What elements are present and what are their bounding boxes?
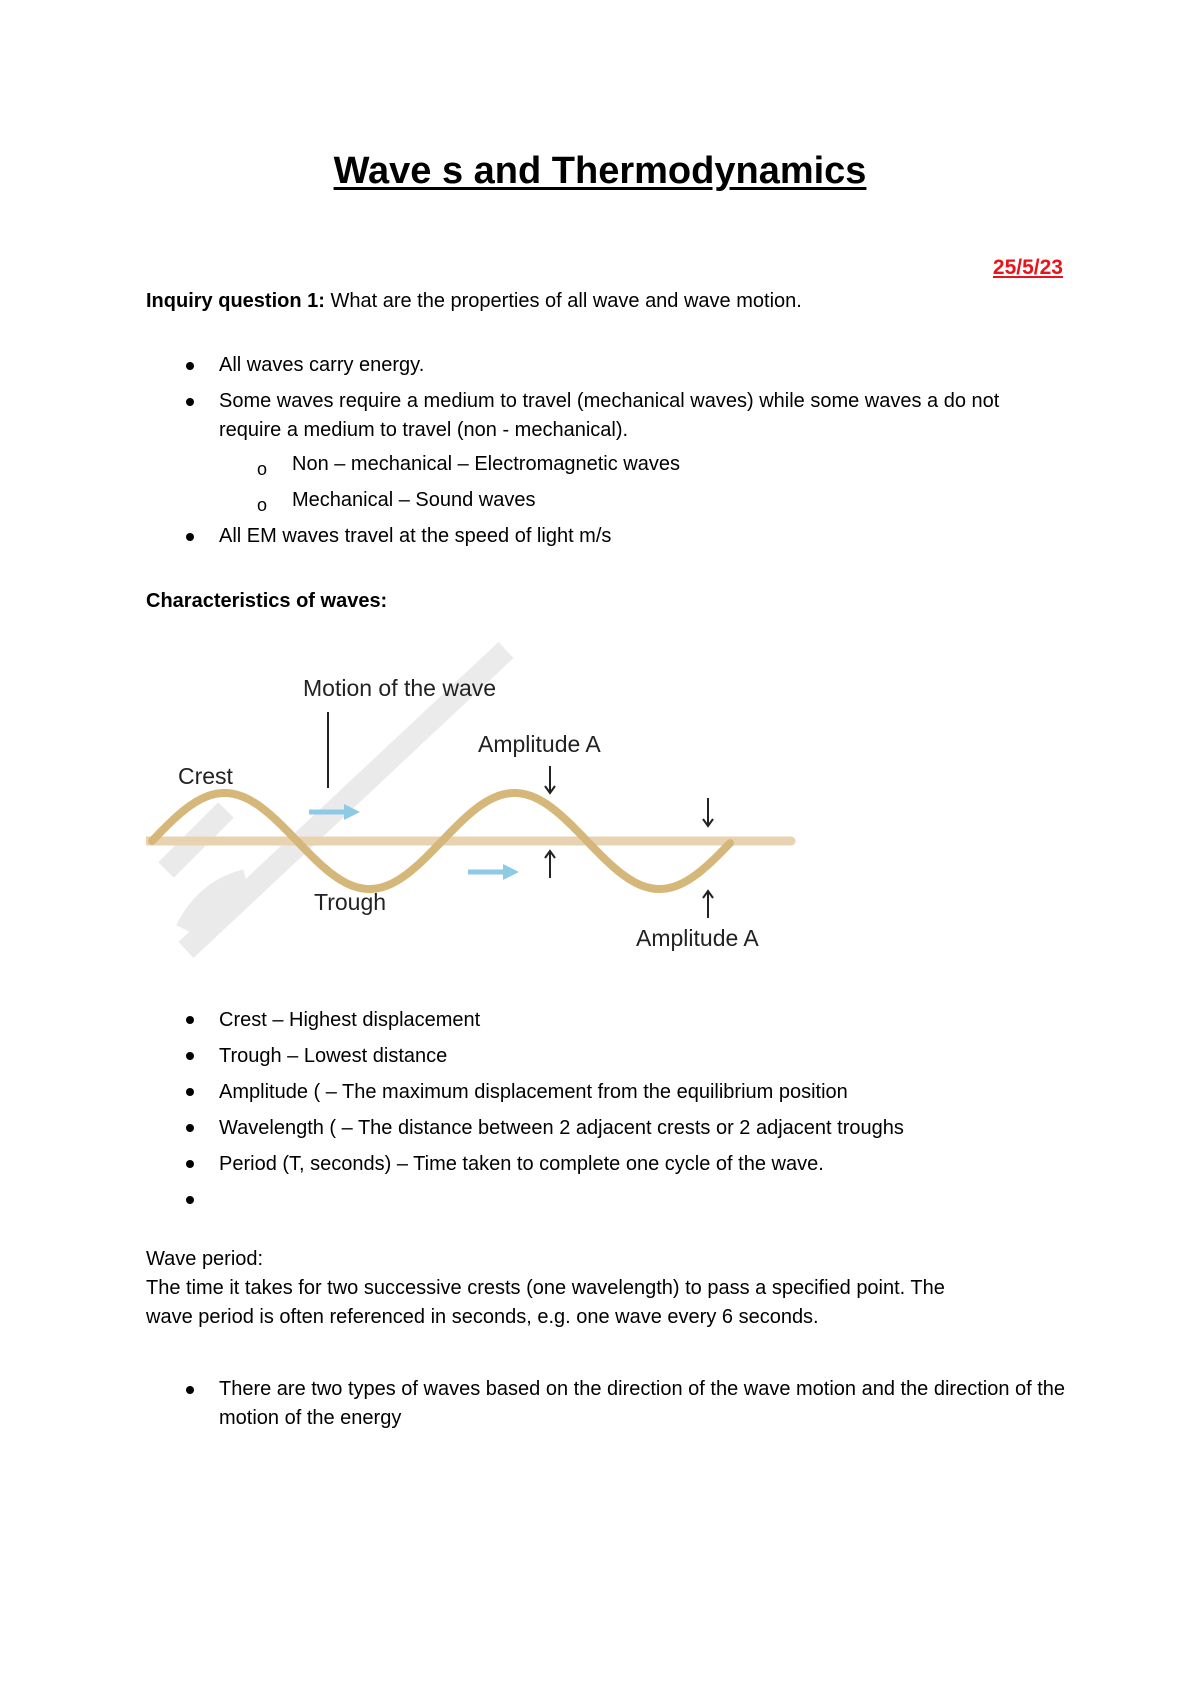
amplitude-arrow-down-icon [703,798,713,826]
motion-arrow-icon [468,864,519,880]
list-item: There are two types of waves based on the direction of the wave motion and the direction of the motion of the energy [146,1375,1066,1433]
inquiry-question [146,287,802,316]
bullet-icon [186,1088,194,1096]
motion-label: Motion of the wave [303,675,497,701]
wave-period-line: wave period is often referenced in seconds, e.g. one wave every 6 seconds. [146,1306,819,1328]
list-item: o Non – mechanical – Electromagnetic waves [146,450,1066,479]
list-item: Trough – Lowest distance [146,1038,1066,1074]
wave-diagram [146,640,796,970]
trough-label: Trough [314,889,387,915]
list-item: Amplitude ( – The maximum displacement from the equilibrium position [146,1074,1066,1110]
bullet-icon [186,1016,194,1024]
list-item: Period (T, seconds) – Time taken to complete one cycle of the wave. [146,1146,1066,1182]
wave-period-line: The time it takes for two successive crests (one wavelength) to pass a specified point. The [146,1277,945,1299]
inquiry-label: Inquiry question 1: [146,290,325,312]
list-item: Crest – Highest displacement [146,1002,1066,1038]
types-list [146,1375,1066,1433]
wave-period-section [146,1245,1066,1332]
bullet-icon [186,1196,194,1204]
definitions-list [146,1002,1066,1218]
bullet-icon [186,362,194,370]
amplitude-bottom-label: Amplitude A [636,925,759,951]
bullet-icon [186,1160,194,1168]
bullet-icon [186,1386,194,1394]
characteristics-heading: Characteristics of waves: [146,590,388,612]
list-item: All waves carry energy. [146,351,1066,380]
amplitude-arrow-up-icon [545,851,555,878]
page-title: Wave s and Thermodynamics [333,150,867,192]
bullet-icon [186,398,194,406]
list-item: All EM waves travel at the speed of light m/s [146,522,1066,551]
hollow-bullet-icon: o [257,495,268,515]
list-item [146,1182,1066,1218]
bullet-icon [186,1124,194,1132]
hollow-bullet-icon: o [257,459,268,479]
amplitude-top-label: Amplitude A [478,731,601,757]
inquiry-text: What are the properties of all wave and wave motion. [324,290,802,312]
sub-list [146,450,1066,515]
crest-label: Crest [178,763,233,789]
list-item: Some waves require a medium to travel (mechanical waves) while some waves a do not require a medium to travel (non - mechanical). [146,387,1066,445]
amplitude-arrow-up-icon [703,891,713,918]
amplitude-arrow-down-icon [545,766,555,793]
list-item: Wavelength ( – The distance between 2 adjacent crests or 2 adjacent troughs [146,1110,1066,1146]
properties-list [146,351,1066,445]
date-label: 25/5/23 [992,256,1063,279]
wave-period-heading: Wave period: [146,1248,264,1270]
list-item: o Mechanical – Sound waves [146,486,1066,515]
properties-list-continued [146,522,1066,551]
bullet-icon [186,533,194,541]
bullet-icon [186,1052,194,1060]
